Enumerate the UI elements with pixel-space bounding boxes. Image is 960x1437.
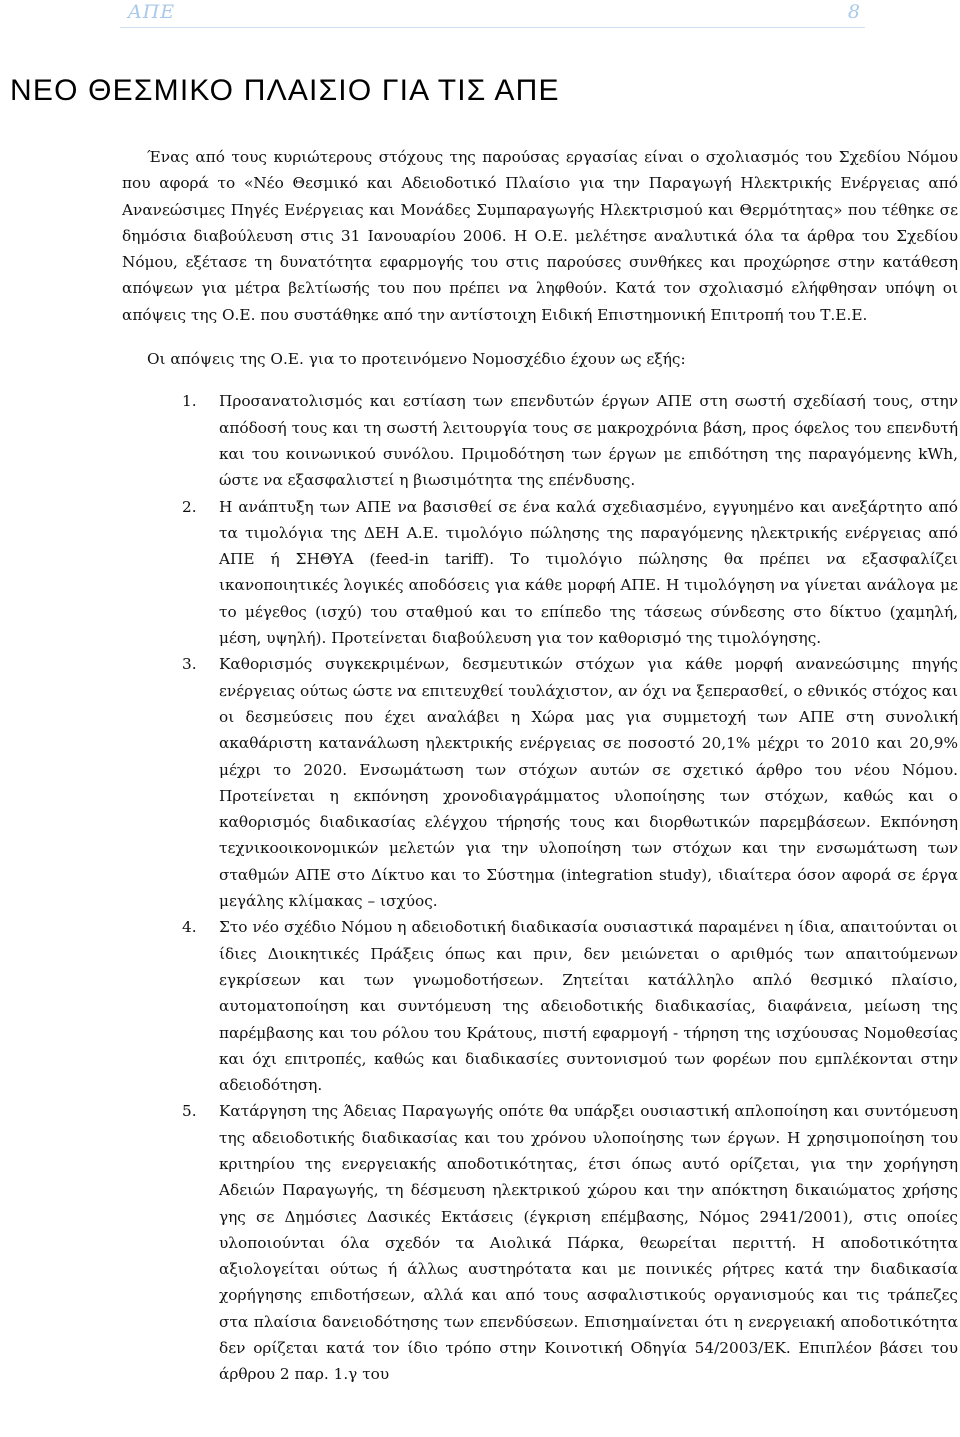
list-item: Στο νέο σχέδιο Νόμου η αδειοδοτική διαδικασία ουσιαστικά παραμένει η ίδια, απαιτούνται οι ίδιες Διοικητικές Πράξεις όπως και πριν, δεν μειώνεται ο αριθμός των απαιτούμενων εγκρίσεων και των γνωμοδοτήσεων. Ζητείται κατάλληλο απλό θεσμικό πλαίσιο, αυτοματοποίηση και συντόμευση της αδειοδοτικής διαδικασίας, διαφάνεια, μείωση της παρέμβασης και του ρόλου του Κράτους, πιστή εφαρμογή - τήρηση της ισχύουσας Νομοθεσίας και όχι επιτροπές, καθώς και διαδικασίες συντονισμού των φορέων που εμπλέκονται στην αδειοδότηση. — [219, 918, 958, 1095]
header-section-label: ΑΠΕ — [128, 1, 176, 23]
page-number: 8 — [847, 1, 860, 23]
page-title: ΝΕΟ ΘΕΣΜΙΚΟ ΠΛΑΙΣΙΟ ΓΙΑ ΤΙΣ ΑΠΕ — [10, 74, 560, 107]
numbered-list — [122, 388, 958, 1387]
lead-sentence: Οι απόψεις της Ο.Ε. για το προτεινόμενο Νομοσχέδιο έχουν ως εξής: — [147, 350, 686, 369]
header-divider — [120, 27, 865, 28]
page-header — [0, 0, 960, 30]
list-item: Κατάργηση της Άδειας Παραγωγής οπότε θα υπάρξει ουσιαστική απλοποίηση και συντόμευση της αδειοδοτικής διαδικασίας και του χρόνου υλοποίησης των έργων. Η χρησιμοποίηση του κριτηρίου της ενεργειακής αποδοτικότητας, έτσι όπως αυτό ορίζεται, για την χορήγηση Αδειών Παραγωγής, τη δέσμευση ηλεκτρικού χώρου και την απόκτηση δικαιώματος χρήσης γης σε Δημόσιες Δασικές Εκτάσεις (έγκριση επέμβασης, Νόμος 2941/2001), στις οποίες υλοποιούνται όλα σχεδόν τα Αιολικά Πάρκα, θεωρείται περιττή. Η αποδοτικότητα αξιολογείται ούτως ή άλλως αυστηρότατα και με ποινικές ρήτρες κατά την διαδικασία χορήγησης επιδοτήσεων, αλλά και από τους ασφαλιστικούς οργανισμούς και τις τράπεζες στα πλαίσια δανειοδότησης των επενδύσεων. Επισημαίνεται ότι η ενεργειακή αποδοτικότητα δεν ορίζεται κατά τον ίδιο τρόπο στην Κοινοτική Οδηγία 54/2003/ΕΚ. Επιπλέον βάσει του άρθρου 2 παρ. 1.γ του — [219, 1102, 958, 1384]
list-item: Η ανάπτυξη των ΑΠΕ να βασισθεί σε ένα καλά σχεδιασμένο, εγγυημένο και ανεξάρτητο από τα τιμολόγια της ΔΕΗ Α.Ε. τιμολόγιο πώλησης της παραγόμενης ηλεκτρικής ενέργειας από ΑΠΕ ή ΣΗΘΥΑ (feed-in tariff). Το τιμολόγιο πώλησης θα πρέπει να εξασφαλίζει ικανοποιητικές λογικές αποδόσεις για κάθε μορφή ΑΠΕ. Η τιμολόγηση να γίνεται ανάλογα με το μέγεθος (ισχύ) του σταθμού και το επίπεδο της τάσεως σύνδεσης στο δίκτυο (χαμηλή, μέση, υψηλή). Προτείνεται διαβούλευση για τον καθορισμό της τιμολόγησης. — [219, 497, 958, 648]
intro-paragraph: Ένας από τους κυριώτερους στόχους της παρούσας εργασίας είναι ο σχολιασμός του Σχεδίου Νόμου που αφορά το «Νέο Θεσμικό και Αδειοδοτικό Πλαίσιο για την Παραγωγή Ηλεκτρικής Ενέργειας από Ανανεώσιμες Πηγές Ενέργειας και Μονάδες Συμπαραγωγής Ηλεκτρισμού και Θερμότητας» που τέθηκε σε δημόσια διαβούλευση στις 31 Ιανουαρίου 2006. Η Ο.Ε. μελέτησε αναλυτικά όλα τα άρθρα του Σχεδίου Νόμου, εξέτασε τη δυνατότητα εφαρμογής του στις παρούσες συνθήκες και προχώρησε στην κατάθεση απόψεων για μέτρα βελτίωσής του που πρέπει να ληφθούν. Κατά τον σχολιασμό ελήφθησαν υπόψη οι απόψεις της Ο.Ε. που συστάθηκε από την αντίστοιχη Ειδική Επιστημονική Επιτροπή του Τ.Ε.Ε. — [122, 148, 958, 324]
document-body — [122, 144, 958, 1388]
list-item: Προσανατολισμός και εστίαση των επενδυτών έργων ΑΠΕ στη σωστή σχεδίασή τους, στην απόδοσή τους και τη σωστή λειτουργία τους σε μακροχρόνια βάση, προς όφελος του επενδυτή και του κοινωνικού συνόλου. Πριμοδότηση των έργων με επιδότηση της παραγόμενης kWh, ώστε να εξασφαλιστεί η βιωσιμότητα της επένδυσης. — [219, 392, 958, 490]
list-item: Καθορισμός συγκεκριμένων, δεσμευτικών στόχων για κάθε μορφή ανανεώσιμης πηγής ενέργειας ούτως ώστε να επιτευχθεί τουλάχιστον, αν όχι να ξεπερασθεί, ο εθνικός στόχος και οι δεσμεύσεις που έχει αναλάβει η Χώρα μας για συμμετοχή των ΑΠΕ στη συνολική ακαθάριστη κατανάλωση ηλεκτρικής ενέργειας σε ποσοστό 20,1% μέχρι το 2010 και 20,9% μέχρι το 2020. Ενσωμάτωση των στόχων αυτών σε σχετικό άρθρο του νέου Νόμου. Προτείνεται η εκπόνηση χρονοδιαγράμματος υλοποίησης των στόχων, καθώς και ο καθορισμός διαδικασίας ελέγχου τήρησής τους και διορθωτικών παρεμβάσεων. Εκπόνηση τεχνικοοικονομικών μελετών για την υλοποίηση των στόχων και την ενσωμάτωση των σταθμών ΑΠΕ στο Δίκτυο και το Σύστημα (integration study), ιδιαίτερα όσον αφορά σε έργα μεγάλης κλίμακας – ισχύος. — [219, 655, 958, 911]
